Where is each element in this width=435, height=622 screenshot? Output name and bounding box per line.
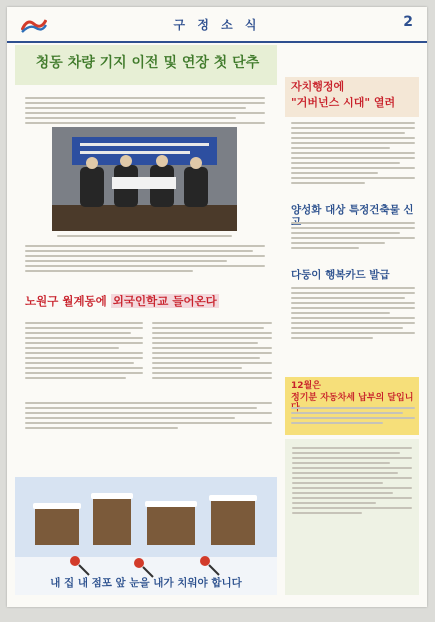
story-autonomy-body (291, 122, 415, 187)
signing-ceremony-illustration (52, 127, 237, 231)
story-card-body (291, 287, 415, 342)
story-school-body-2 (25, 402, 272, 432)
story-road-headline: 청동 차량 기지 이전 및 연장 첫 단추 (35, 55, 260, 71)
masthead-title: 구 정 소 식 (173, 18, 261, 32)
story-autonomy-headline-2: "거버넌스 시대" 열려 (291, 96, 396, 109)
newsletter-page (7, 7, 427, 607)
story-card-headline: 다둥이 행복카드 발급 (291, 269, 390, 281)
snow-guide-body (292, 447, 412, 517)
story-recall-headline: 양성화 대상 특정건축물 신 (291, 204, 414, 216)
notice-body (291, 407, 415, 427)
story-autonomy-headline-1: 자치행정에 (291, 80, 345, 93)
story-road-body-2 (25, 245, 265, 275)
photo-caption (57, 235, 232, 240)
story-road-body (25, 97, 265, 127)
story-school-headline-highlight: 외국인학교 들어온다 (112, 294, 217, 308)
story-school-body-col1 (25, 322, 143, 382)
story-recall-body (291, 222, 415, 252)
story-school-body-col2 (152, 322, 272, 382)
snow-banner-headline: 내 집 내 점포 앞 눈을 내가 치워야 합니다 (50, 577, 242, 589)
notice-badge: 12월은 (291, 381, 321, 391)
page-number: 2 (403, 14, 413, 30)
photo-signing-ceremony (52, 127, 237, 231)
story-school-headline (25, 295, 277, 308)
masthead (7, 7, 427, 43)
story-school-headline-prefix: 노원구 월계동에 (25, 294, 107, 308)
notice-headline: 정기분 자동차세 납부의 달입니 (291, 393, 414, 403)
